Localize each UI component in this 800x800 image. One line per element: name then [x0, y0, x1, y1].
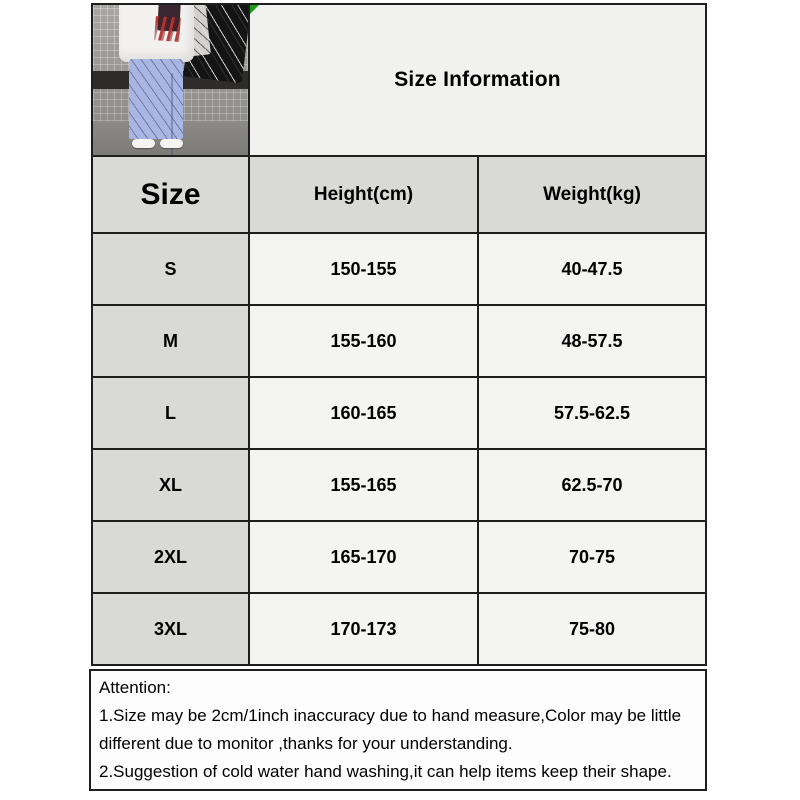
- column-header-height: Height(cm): [250, 157, 477, 232]
- photo-shirt-graphic-red: [154, 16, 181, 42]
- photo-shoe-left: [132, 139, 155, 148]
- attention-line: different due to monitor ,thanks for your understanding.: [99, 734, 513, 753]
- column-header-size: Size: [93, 157, 248, 232]
- attention-note: [89, 669, 707, 791]
- weight-value-cell: 40-47.5: [479, 234, 705, 304]
- photo-shoe-right: [160, 139, 183, 148]
- size-label-cell: 2XL: [93, 522, 248, 592]
- height-value-cell: 165-170: [250, 522, 477, 592]
- photo-shirt: [119, 5, 193, 62]
- attention-line: 2.Suggestion of cold water hand washing,it can help items keep their shape.: [99, 762, 672, 781]
- height-value-cell: 160-165: [250, 378, 477, 448]
- weight-value-cell: 75-80: [479, 594, 705, 664]
- attention-line: 1.Size may be 2cm/1inch inaccuracy due to hand measure,Color may be little: [99, 706, 682, 725]
- weight-value-cell: 62.5-70: [479, 450, 705, 520]
- model-photo: [93, 5, 248, 155]
- height-value-cell: 150-155: [250, 234, 477, 304]
- size-table: [91, 3, 707, 666]
- attention-heading: Attention:: [99, 678, 171, 697]
- weight-value-cell: 70-75: [479, 522, 705, 592]
- cell-corner-marker-icon: [250, 5, 259, 14]
- size-label-cell: L: [93, 378, 248, 448]
- weight-value-cell: 48-57.5: [479, 306, 705, 376]
- height-value-cell: 155-160: [250, 306, 477, 376]
- size-label-cell: 3XL: [93, 594, 248, 664]
- size-label-cell: S: [93, 234, 248, 304]
- photo-pants: [129, 59, 183, 139]
- weight-value-cell: 57.5-62.5: [479, 378, 705, 448]
- height-value-cell: 170-173: [250, 594, 477, 664]
- size-information-title: [250, 5, 705, 155]
- column-header-weight: Weight(kg): [479, 157, 705, 232]
- size-label-cell: XL: [93, 450, 248, 520]
- page-title: Size Information: [394, 68, 561, 91]
- size-label-cell: M: [93, 306, 248, 376]
- height-value-cell: 155-165: [250, 450, 477, 520]
